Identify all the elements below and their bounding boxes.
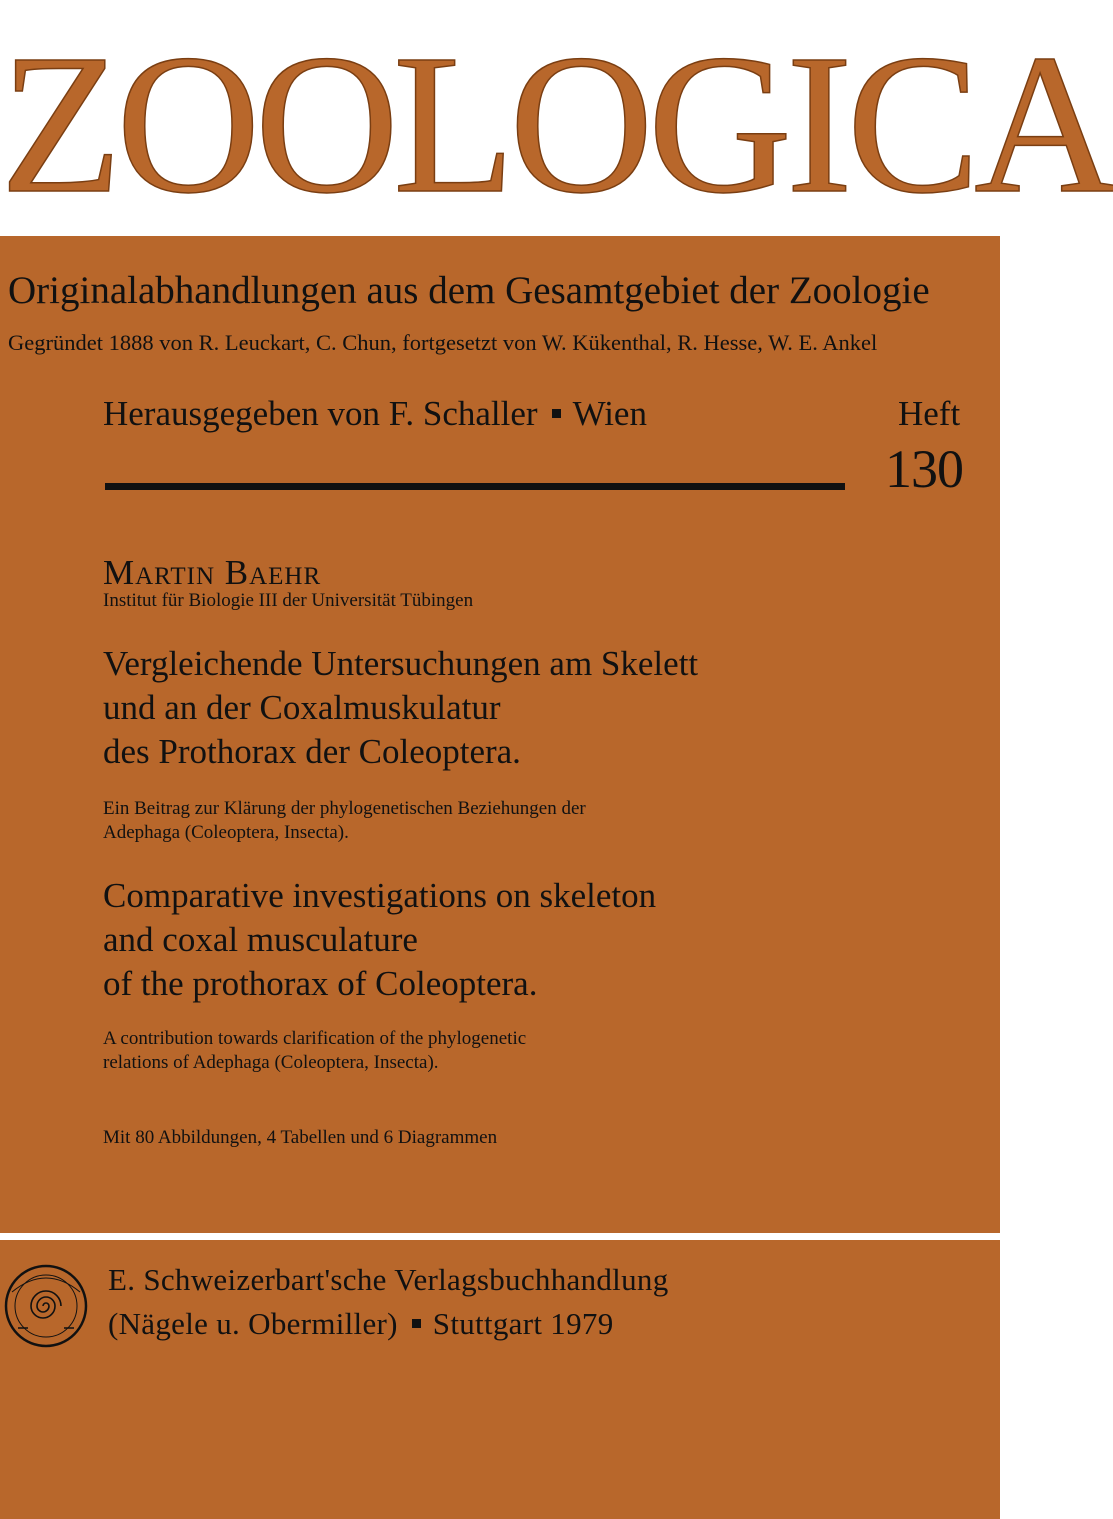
english-title-line: and coxal musculature (103, 920, 418, 959)
issue-number: 130 (885, 439, 963, 499)
header-rule (105, 483, 845, 490)
english-title-line: Comparative investigations on skeleton (103, 876, 657, 915)
english-subtitle-line: A contribution towards clarification of the phylogenetic (103, 1028, 527, 1049)
editor-city: Wien (572, 394, 647, 433)
english-subtitle (103, 1027, 526, 1075)
author-institution: Institut für Biologie III der Universität Tübingen (103, 590, 474, 611)
founders-line: Gegründet 1888 von R. Leuckart, C. Chun, fortgesetzt von W. Kükenthal, R. Hesse, W. E. Ankel (8, 330, 878, 355)
bullet-separator (552, 409, 561, 418)
german-title-line: des Prothorax der Coleoptera. (103, 732, 521, 771)
bullet-separator (412, 1319, 421, 1328)
german-title (103, 642, 698, 774)
german-subtitle-line: Adephaga (Coleoptera, Insecta). (103, 822, 349, 843)
german-subtitle (103, 797, 586, 845)
german-title-line: und an der Coxalmuskulatur (103, 688, 501, 727)
publisher-name: E. Schweizerbart'sche Verlagsbuchhandlung (108, 1262, 669, 1297)
footer-separator (0, 1233, 1000, 1240)
publisher-owners: (Nägele u. Obermiller) (108, 1306, 398, 1341)
author-name: Martin Baehr (103, 553, 322, 592)
german-title-line: Vergleichende Untersuchungen am Skelett (103, 644, 699, 683)
journal-subtitle: Originalabhandlungen aus dem Gesamtgebiet der Zoologie (8, 269, 930, 312)
english-title (103, 874, 656, 1006)
english-title-line: of the prothorax of Coleoptera. (103, 964, 538, 1003)
editor-name: Herausgegeben von F. Schaller (103, 394, 538, 433)
issue-label: Heft (898, 394, 961, 433)
publisher-seal-icon (2, 1262, 90, 1350)
journal-title: ZOOLOGICA (0, 14, 1113, 235)
publisher-details (108, 1306, 614, 1342)
figures-note: Mit 80 Abbildungen, 4 Tabellen und 6 Diagrammen (103, 1127, 498, 1148)
editor-line (103, 394, 647, 434)
german-subtitle-line: Ein Beitrag zur Klärung der phylogenetischen Beziehungen der (103, 798, 586, 819)
publisher-place-year: Stuttgart 1979 (432, 1306, 614, 1341)
english-subtitle-line: relations of Adephaga (Coleoptera, Insecta). (103, 1052, 439, 1073)
